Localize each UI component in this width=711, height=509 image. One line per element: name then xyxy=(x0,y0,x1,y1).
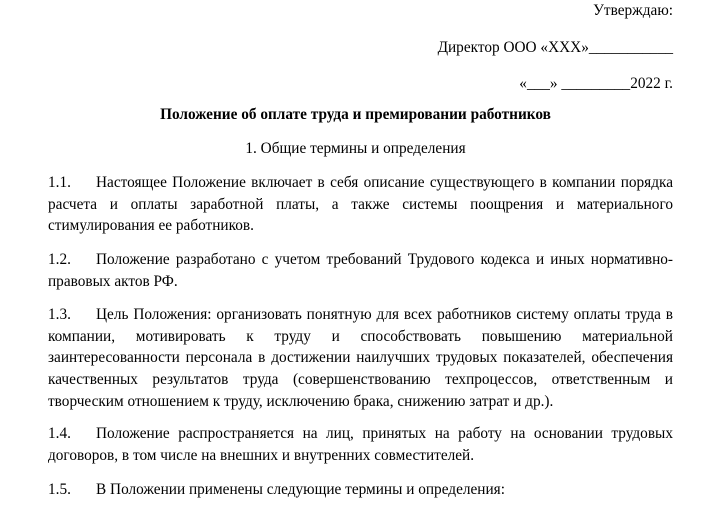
approval-block xyxy=(438,0,673,94)
clause-text: В Положении применены следующие термины и определения: xyxy=(96,481,505,498)
clause-number: 1.1. xyxy=(48,174,71,191)
clause-number: 1.5. xyxy=(48,481,71,498)
clause-text: Настоящее Положение включает в себя описание существующего в компании порядка расчета и оплаты заработной платы, а также системы поощрения и материального стимулирования ее работников. xyxy=(48,174,673,235)
clause-number: 1.2. xyxy=(48,251,71,268)
section-title: 1. Общие термины и определения xyxy=(245,140,466,157)
clause-1-2 xyxy=(48,249,673,292)
approval-heading: Утверждаю: xyxy=(593,2,673,19)
clause-number: 1.4. xyxy=(48,425,71,442)
approval-director-signature-line: Директор ООО «ХХХ»___________ xyxy=(437,39,673,56)
approval-date-line: «___» _________2022 г. xyxy=(519,75,673,92)
clause-text: Положение разработано с учетом требований Трудового кодекса и иных нормативно-правовых актов РФ. xyxy=(48,251,673,290)
clause-1-4 xyxy=(48,423,673,466)
document-title: Положение об оплате труда и премировании работников xyxy=(160,106,551,123)
clause-1-5 xyxy=(48,479,673,501)
clause-1-1 xyxy=(48,172,673,237)
clause-1-3 xyxy=(48,304,673,413)
clause-text: Цель Положения: организовать понятную для всех работников систему оплаты труда в компании, мотивировать к труду и способствовать повышению материальной заинтересованности персонала в достижении наилучших трудовых показателей, обеспечения качественных результатов труда (совершенствованию техпроцессов, ответственным и творческим отношением к труду, исключению брака, снижению затрат и др.). xyxy=(48,306,673,410)
clause-number: 1.3. xyxy=(48,306,71,323)
clause-text: Положение распространяется на лиц, принятых на работу на основании трудовых договоров, в том числе на внешних и внутренних совместителей. xyxy=(48,425,673,464)
